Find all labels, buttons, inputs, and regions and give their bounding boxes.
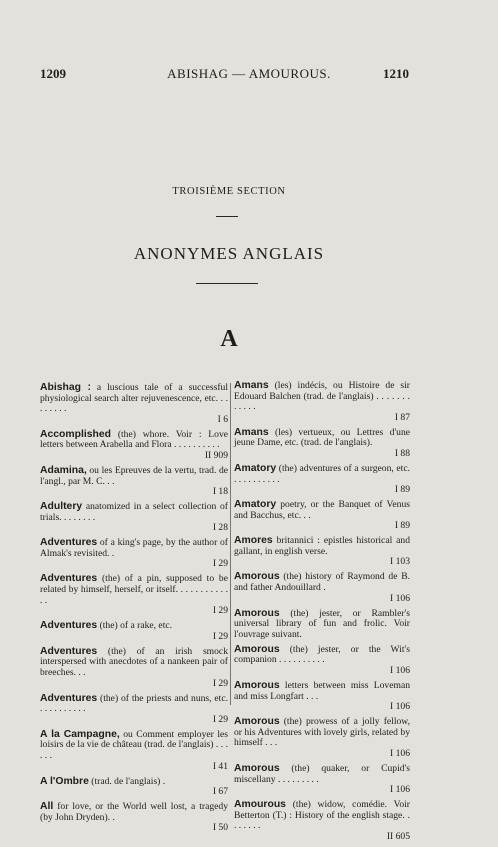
entry-text: (the) whore. Voir : Love letters between Arabella and Flora . . . . . . . . . . [40,428,228,451]
entry-text: (the) of the priests and nuns, etc. . . . . . . . . . . [40,692,228,715]
index-entry [40,647,228,689]
index-entry [234,645,410,677]
index-entry [40,802,228,834]
entry-heading: Adventures [40,537,98,549]
index-entry [40,694,228,726]
index-entry [234,717,410,759]
index-entry [40,574,228,616]
entry-reference: I 67 [212,786,228,798]
entry-heading: Amorous [234,762,280,774]
entry-heading: Adamina, [40,464,87,476]
entry-text: of a king's page, by the author of Almak's revisited. . [40,537,228,559]
entry-reference: I 29 [212,677,228,689]
entry-reference: I 106 [390,701,410,713]
entry-heading: Amatory [234,462,277,474]
entry-text: (the) adventures of a surgeon, etc. . . . . . . . . . . [234,462,410,485]
entry-text: anatomized in a select collection of trials. . . . . . . . [40,501,228,523]
left-column [40,383,228,838]
entry-reference: I 29 [212,630,228,642]
section-label: TROISIÈME SECTION [172,186,286,197]
entry-heading: Adultery [40,501,83,513]
entry-text: ou Comment employer les loisirs de la vie de château (trad. de l'anglais) . . . . . . [40,728,228,761]
index-entry [40,777,228,798]
index-entry [234,536,410,568]
entry-reference: I 106 [390,664,410,676]
entry-heading: A la Campagne, [40,728,120,740]
index-entry [234,572,410,604]
entry-reference: I 29 [212,713,228,725]
section-letter: A [220,326,238,352]
entry-reference: I 87 [394,411,410,423]
index-entry [40,383,228,425]
entry-heading: Amorous [234,571,280,583]
entry-reference: I 106 [390,592,410,604]
entry-heading: Adventures [40,645,98,657]
entry-text: (the) of a pin, supposed to be related by himself, herself, or itself. . . . . . . . . . . . . [40,573,228,606]
column-divider [230,383,231,705]
running-title: ABISHAG — AMOUROUS. [167,66,331,81]
entry-text: (the) of a rake, etc. [97,620,173,632]
entry-heading: Amans [234,426,269,438]
entry-reference: I 50 [212,822,228,834]
entry-reference: I 6 [217,413,228,425]
entry-text: letters between miss Loveman and miss Longfart . . . [234,679,410,702]
entry-reference: I 89 [394,520,410,532]
entry-heading: Amatory [234,499,277,511]
index-entry [40,466,228,498]
index-entry [234,681,410,713]
entry-heading: Adventures [40,573,98,585]
entry-reference: I 28 [212,522,228,534]
entry-text: (the) of an irish smock interspersed with anecdotes of a nankeen pair of breeches. . . [40,645,228,678]
entry-text: britannici : epistles historical and gallant, in english verse. [234,535,410,557]
page-number-right: 1210 [383,66,409,81]
entry-text: (the) history of Raymond de B. and father Andouillard . [234,571,410,594]
index-entry [40,621,228,642]
entry-reference: I 88 [394,447,410,459]
index-entry [40,502,228,534]
entry-reference: I 29 [212,605,228,617]
title-rule [196,283,258,284]
index-entry [234,464,410,496]
entry-text: ou les Epreuves de la vertu, trad. de l'angl., par M. C. . . [40,464,228,487]
entry-text: (les) indécis, ou Histoire de sir Edouard Balchen (trad. de l'anglais) . . . . . . . . . . . . [234,380,410,413]
entry-heading: Abishag : [40,382,91,393]
index-entry [40,730,228,772]
entry-reference: I 29 [212,558,228,570]
short-rule [216,216,238,217]
index-entry [40,430,228,462]
entry-text: (les) vertueux, ou Lettres d'une jeune Dame, etc. (trad. de l'anglais). [234,426,410,449]
entry-text: for love, or the World well lost, a tragedy (by John Dryden). . [40,801,228,823]
index-entry [234,500,410,532]
entry-heading: Amourous [234,799,286,811]
entry-text: (the) widow, comédie. Voir Betterton (T.) : History of the english stage. . . . . . . . [234,799,410,832]
index-entry [40,538,228,570]
index-entry [234,609,410,641]
index-entry [234,381,410,423]
entry-reference: I 103 [390,556,410,568]
index-entry [234,800,410,842]
entry-reference: I 106 [390,784,410,796]
entry-heading: All [40,801,54,813]
entry-reference: I 41 [212,760,228,772]
entry-reference: II 605 [386,830,410,842]
section-title: ANONYMES ANGLAIS [133,244,325,263]
right-column [234,381,410,847]
entry-text: (the) jester, or the Wit's companion . . . . . . . . . . [234,643,410,666]
entry-heading: Amores [234,535,273,547]
entry-text: (the) jester, or Rambler's universal library of fun and frolic. Voir l'ouvrage suivant. [234,607,410,640]
entry-heading: A l'Ombre [40,775,89,787]
entry-reference: I 18 [212,486,228,498]
entry-heading: Amorous [234,607,280,619]
entry-text: (trad. de l'anglais) . [88,775,166,787]
index-entry [234,764,410,796]
entry-reference: I 89 [394,484,410,496]
entry-text: (the) prowess of a jolly fellow, or his Adventures with lovely girls, related by himself . . . [234,716,410,749]
entry-heading: Adventures [40,620,98,632]
entry-heading: Amorous [234,643,280,655]
entry-heading: Amorous [234,716,280,728]
entry-heading: Amorous [234,679,280,691]
entry-text: poetry, or the Banquet of Venus and Bacchus, etc. . . [234,499,410,521]
entry-reference: II 909 [204,449,228,461]
index-entry [234,428,410,460]
entry-heading: Adventures [40,692,98,704]
entry-heading: Accomplished [40,428,112,440]
entry-text: (the) quaker, or Cupid's miscellany . . . . . . . . . [234,762,410,785]
page-number-left: 1209 [40,66,66,81]
entry-reference: I 106 [390,747,410,759]
entry-text: a luscious tale of a successful physiological search alter rejuvenescence, etc. . . . . . . . . [40,382,228,415]
entry-heading: Amans [234,380,269,391]
